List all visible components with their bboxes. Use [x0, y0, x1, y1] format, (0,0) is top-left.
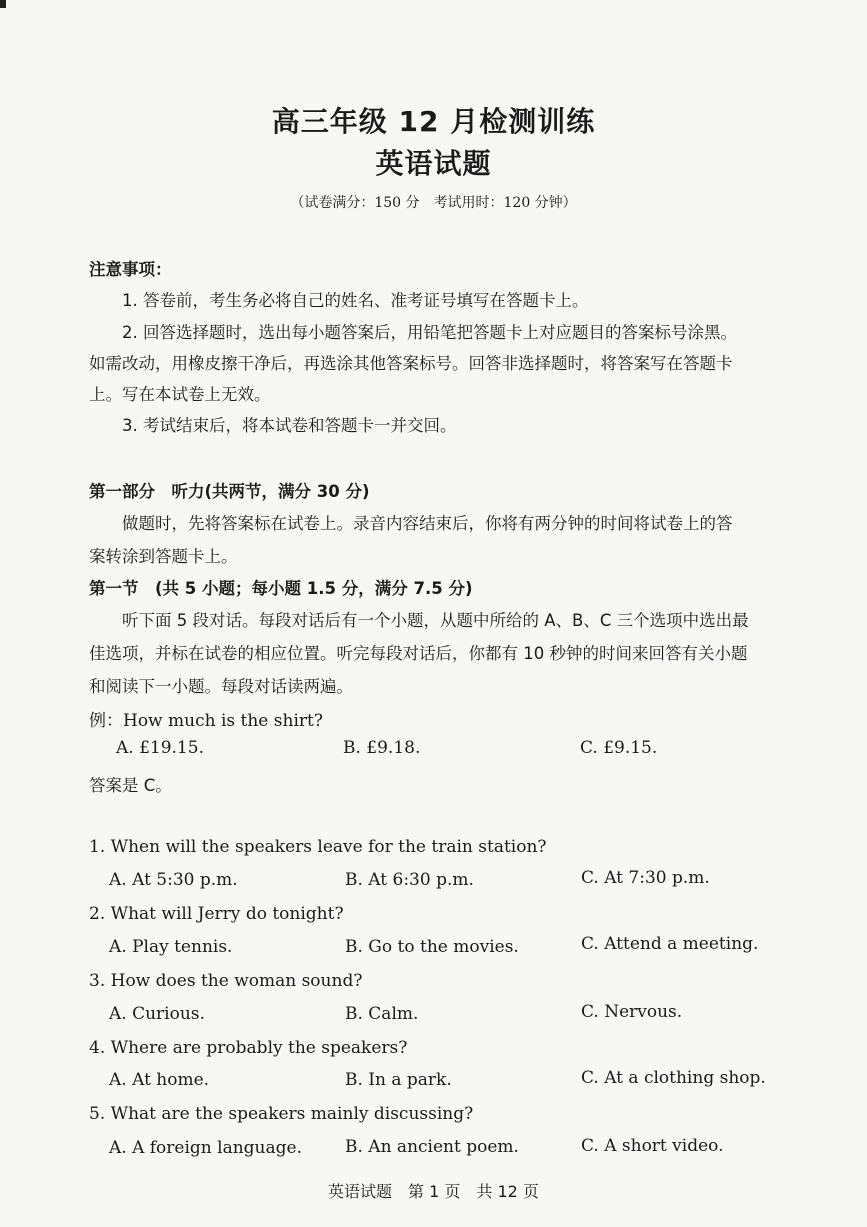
question-2-option-c: C. Attend a meeting. [581, 934, 759, 954]
question-1-option-a: A. At 5:30 p.m. [109, 870, 238, 890]
question-5: 5. What are the speakers mainly discussing? [89, 1104, 474, 1124]
example-question: 例：How much is the shirt? [89, 711, 323, 731]
question-2: 2. What will Jerry do tonight? [89, 904, 344, 924]
question-1: 1. When will the speakers leave for the train station? [89, 837, 547, 857]
note-item-3: 3. 考试结束后，将本试卷和答题卡一并交回。 [122, 416, 457, 435]
note-item-2-line-1: 2. 回答选择题时，选出每小题答案后，用铅笔把答题卡上对应题目的答案标号涂黑。 [122, 323, 737, 342]
scan-corner-mark [0, 0, 6, 8]
section1-line-1: 听下面 5 段对话。每段对话后有一个小题，从题中所给的 A、B、C 三个选项中选出最 [122, 611, 749, 630]
question-2-option-b: B. Go to the movies. [345, 937, 519, 957]
part1-intro-line-1: 做题时，先将答案标在试卷上。录音内容结束后，你将有两分钟的时间将试卷上的答 [122, 514, 733, 533]
example-option-c: C. £9.15. [580, 738, 658, 758]
note-item-2-line-2: 如需改动，用橡皮擦干净后，再选涂其他答案标号。回答非选择题时，将答案写在答题卡 [89, 354, 733, 373]
question-3-option-b: B. Calm. [345, 1004, 419, 1024]
question-1-option-b: B. At 6:30 p.m. [345, 870, 474, 890]
section1-line-3: 和阅读下一小题。每段对话读两遍。 [89, 677, 353, 696]
part1-intro-line-2: 案转涂到答题卡上。 [89, 547, 238, 566]
question-3-option-c: C. Nervous. [581, 1002, 683, 1022]
question-3-option-a: A. Curious. [109, 1004, 205, 1024]
note-item-2-line-3: 上。写在本试卷上无效。 [89, 385, 271, 404]
question-5-option-a: A. A foreign language. [109, 1138, 302, 1158]
exam-info: （试卷满分：150 分 考试用时：120 分钟） [290, 195, 577, 211]
page-footer: 英语试题 第 1 页 共 12 页 [328, 1182, 539, 1201]
question-5-option-b: B. An ancient poem. [345, 1137, 519, 1157]
question-5-option-c: C. A short video. [581, 1136, 724, 1156]
question-4: 4. Where are probably the speakers? [89, 1038, 408, 1058]
example-option-a: A. £19.15. [116, 738, 204, 758]
notes-heading: 注意事项： [89, 260, 172, 279]
question-1-option-c: C. At 7:30 p.m. [581, 868, 710, 888]
example-answer: 答案是 C。 [89, 776, 172, 795]
question-2-option-a: A. Play tennis. [109, 937, 233, 957]
question-4-option-a: A. At home. [109, 1070, 210, 1090]
section1-heading: 第一节 (共 5 小题；每小题 1.5 分，满分 7.5 分) [89, 579, 473, 598]
page-subtitle: 英语试题 [375, 147, 492, 180]
question-4-option-b: B. In a park. [345, 1070, 452, 1090]
part1-heading: 第一部分 听力(共两节，满分 30 分) [89, 482, 370, 501]
question-3: 3. How does the woman sound? [89, 971, 363, 991]
note-item-1: 1. 答卷前，考生务必将自己的姓名、准考证号填写在答题卡上。 [122, 291, 589, 310]
question-4-option-c: C. At a clothing shop. [581, 1068, 766, 1088]
section1-line-2: 佳选项，并标在试卷的相应位置。听完每段对话后，你都有 10 秒钟的时间来回答有关小题 [89, 644, 748, 663]
example-option-b: B. £9.18. [343, 738, 421, 758]
page-title: 高三年级 12 月检测训练 [271, 105, 596, 138]
